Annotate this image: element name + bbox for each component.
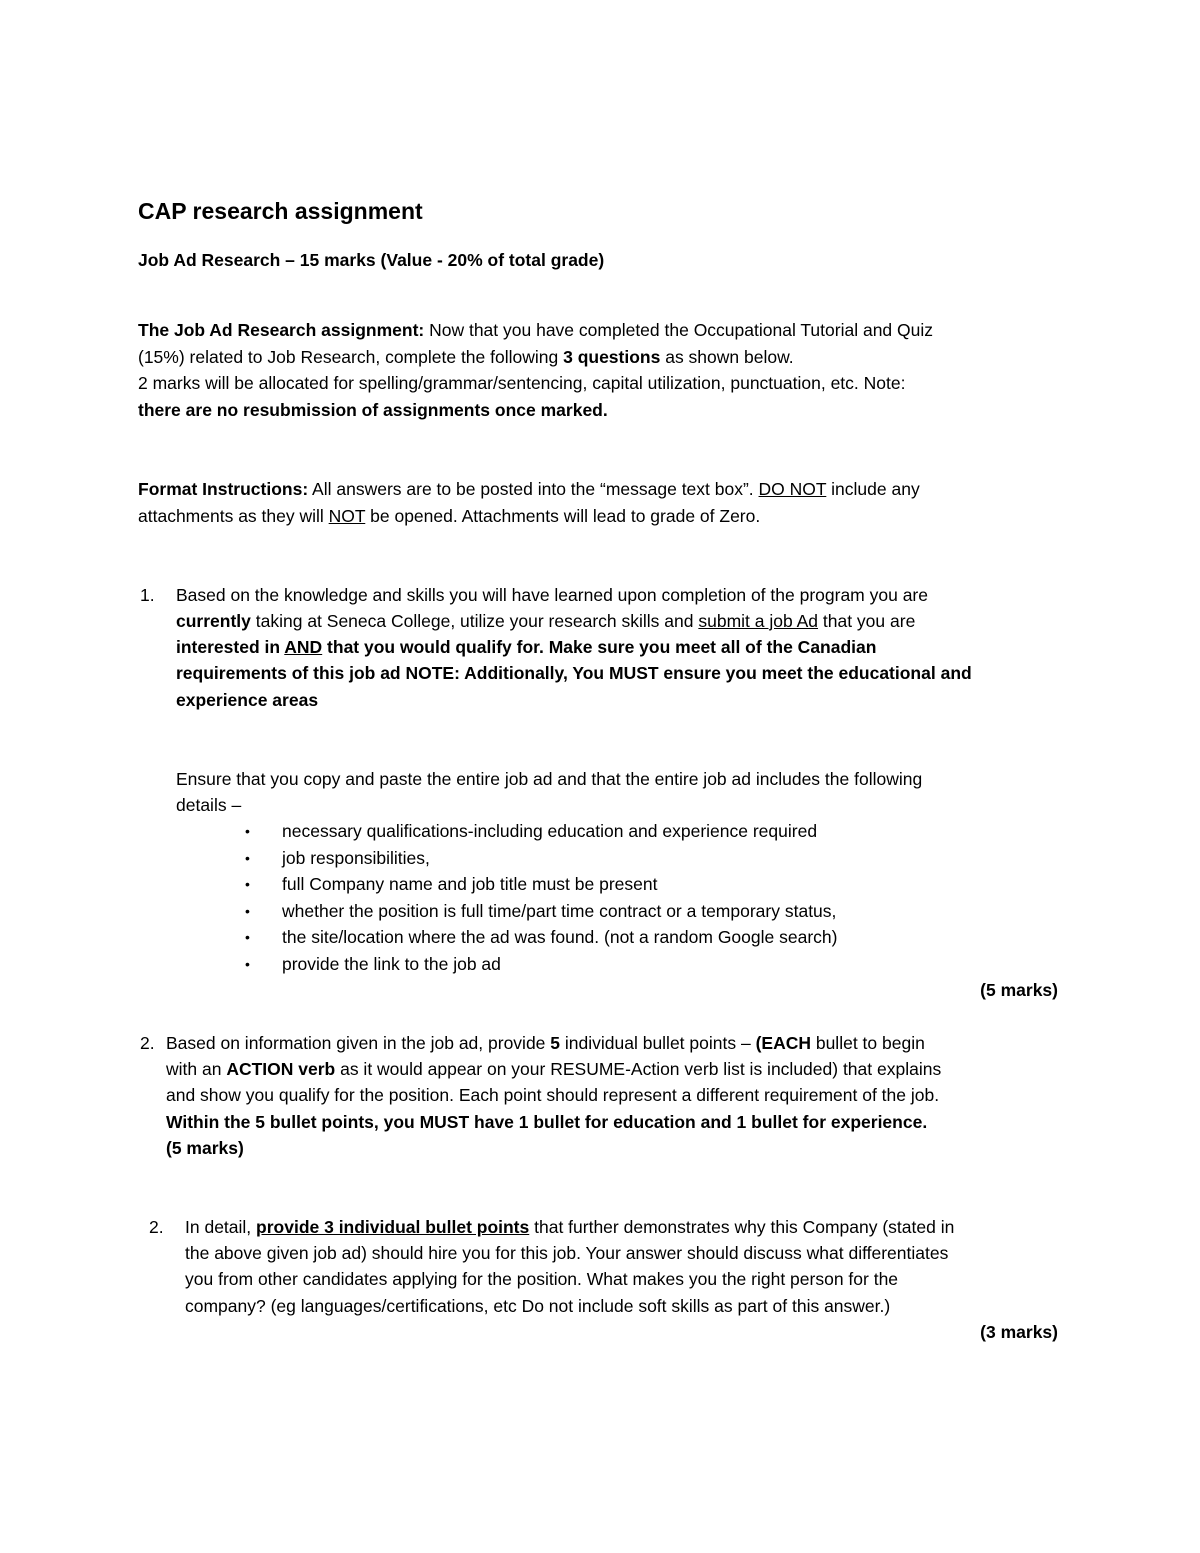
- q3-line-1-a: In detail,: [185, 1217, 257, 1237]
- q2-line-1-a: Based on information given in the job ad, provide: [166, 1033, 551, 1053]
- q1-line-4: requirements of this job ad NOTE: Additionally, You MUST ensure you meet the educational and: [176, 663, 972, 683]
- document-title: CAP research assignment: [138, 198, 423, 224]
- format-line-2: [138, 503, 760, 530]
- q1-submit-job-ad: submit a job Ad: [698, 611, 819, 631]
- format-label: Format Instructions:: [138, 479, 309, 499]
- question-3-number: 2.: [149, 1217, 164, 1237]
- q2-line-1-e: bullet to begin: [810, 1033, 925, 1053]
- q2-line-2-a: with an: [166, 1059, 227, 1079]
- format-line-2-a: attachments as they will: [138, 506, 329, 526]
- intro-line-3: 2 marks will be allocated for spelling/grammar/sentencing, capital utilization, punctuation, etc. Note:: [138, 373, 906, 393]
- bullet-icon: •: [245, 876, 250, 892]
- q1-bullet-item: provide the link to the job ad: [282, 954, 501, 974]
- q1-line-5: experience areas: [176, 690, 319, 710]
- q1-currently: currently: [176, 611, 251, 631]
- format-line-1-c: include any: [826, 479, 920, 499]
- q1-bullet-item: full Company name and job title must be present: [282, 874, 658, 894]
- format-do-not: DO NOT: [758, 479, 827, 499]
- q1-bullet-item: whether the position is full time/part time contract or a temporary status,: [282, 901, 837, 921]
- q2-five: 5: [550, 1033, 561, 1053]
- intro-line-2-a: (15%) related to Job Research, complete the following: [138, 347, 564, 367]
- intro-line-2-bold: 3 questions: [563, 347, 661, 367]
- q1-marks: (5 marks): [980, 980, 1058, 1000]
- q2-marks: (5 marks): [166, 1138, 244, 1158]
- bullet-icon: •: [245, 903, 250, 919]
- q1-line-3: [176, 634, 876, 661]
- format-line-2-c: be opened. Attachments will lead to grade of Zero.: [365, 506, 761, 526]
- q1-line-3-a: interested in: [176, 637, 285, 657]
- q3-line-2: the above given job ad) should hire you for this job. Your answer should discuss what differentiates: [185, 1243, 949, 1263]
- q2-line-4: Within the 5 bullet points, you MUST have 1 bullet for education and 1 bullet for experience.: [166, 1112, 928, 1132]
- intro-line-4: there are no resubmission of assignments once marked.: [138, 400, 608, 420]
- q2-action-verb: ACTION verb: [226, 1059, 336, 1079]
- q1-line-2-c: that you are: [818, 611, 916, 631]
- question-2-number: 2.: [140, 1033, 155, 1053]
- q3-line-3: you from other candidates applying for the position. What makes you the right person for the: [185, 1269, 899, 1289]
- q3-line-1-c: that further demonstrates why this Company (stated in: [529, 1217, 955, 1237]
- format-not: NOT: [328, 506, 366, 526]
- q1-bullet-item: job responsibilities,: [282, 848, 430, 868]
- intro-line-1-text: Now that you have completed the Occupational Tutorial and Quiz: [424, 320, 933, 340]
- q1-line-3-c: that you would qualify for. Make sure you meet all of the Canadian: [322, 637, 877, 657]
- q3-provide-3-bullets: provide 3 individual bullet points: [256, 1217, 530, 1237]
- question-1-number: 1.: [140, 585, 155, 605]
- bullet-icon: •: [245, 850, 250, 866]
- q1-line-2: [176, 608, 915, 635]
- bullet-icon: •: [245, 823, 250, 839]
- q1-bullet-item: the site/location where the ad was found. (not a random Google search): [282, 927, 838, 947]
- q2-line-1-c: individual bullet points –: [560, 1033, 756, 1053]
- q3-line-1: [185, 1214, 954, 1241]
- intro-line-2-c: as shown below.: [660, 347, 794, 367]
- q2-line-2: [166, 1056, 941, 1083]
- q2-line-3: and show you qualify for the position. Each point should represent a different requirement of the job.: [166, 1085, 940, 1105]
- q2-line-2-c: as it would appear on your RESUME-Action verb list is included) that explains: [335, 1059, 942, 1079]
- q3-line-4: company? (eg languages/certifications, etc Do not include soft skills as part of this answer.): [185, 1296, 891, 1316]
- q1-bullet-item: necessary qualifications-including education and experience required: [282, 821, 818, 841]
- intro-line-1: [138, 317, 933, 344]
- q1-and: AND: [284, 637, 323, 657]
- q1-ensure-line-2: details –: [176, 795, 242, 815]
- q1-ensure-line-1: Ensure that you copy and paste the entire job ad and that the entire job ad includes the following: [176, 769, 923, 789]
- bullet-icon: •: [245, 956, 250, 972]
- intro-label: The Job Ad Research assignment:: [138, 320, 425, 340]
- q1-line-2-a: taking at Seneca College, utilize your research skills and: [250, 611, 699, 631]
- q1-line-1: Based on the knowledge and skills you will have learned upon completion of the program you are: [176, 585, 928, 605]
- format-line-1-a: All answers are to be posted into the “message text box”.: [308, 479, 759, 499]
- bullet-icon: •: [245, 929, 250, 945]
- intro-line-2: [138, 344, 794, 371]
- subtitle: Job Ad Research – 15 marks (Value - 20% of total grade): [138, 250, 605, 270]
- q2-each: (EACH: [755, 1033, 811, 1053]
- q3-marks: (3 marks): [980, 1322, 1058, 1342]
- q2-line-1: [166, 1030, 925, 1057]
- format-line-1: [138, 476, 920, 503]
